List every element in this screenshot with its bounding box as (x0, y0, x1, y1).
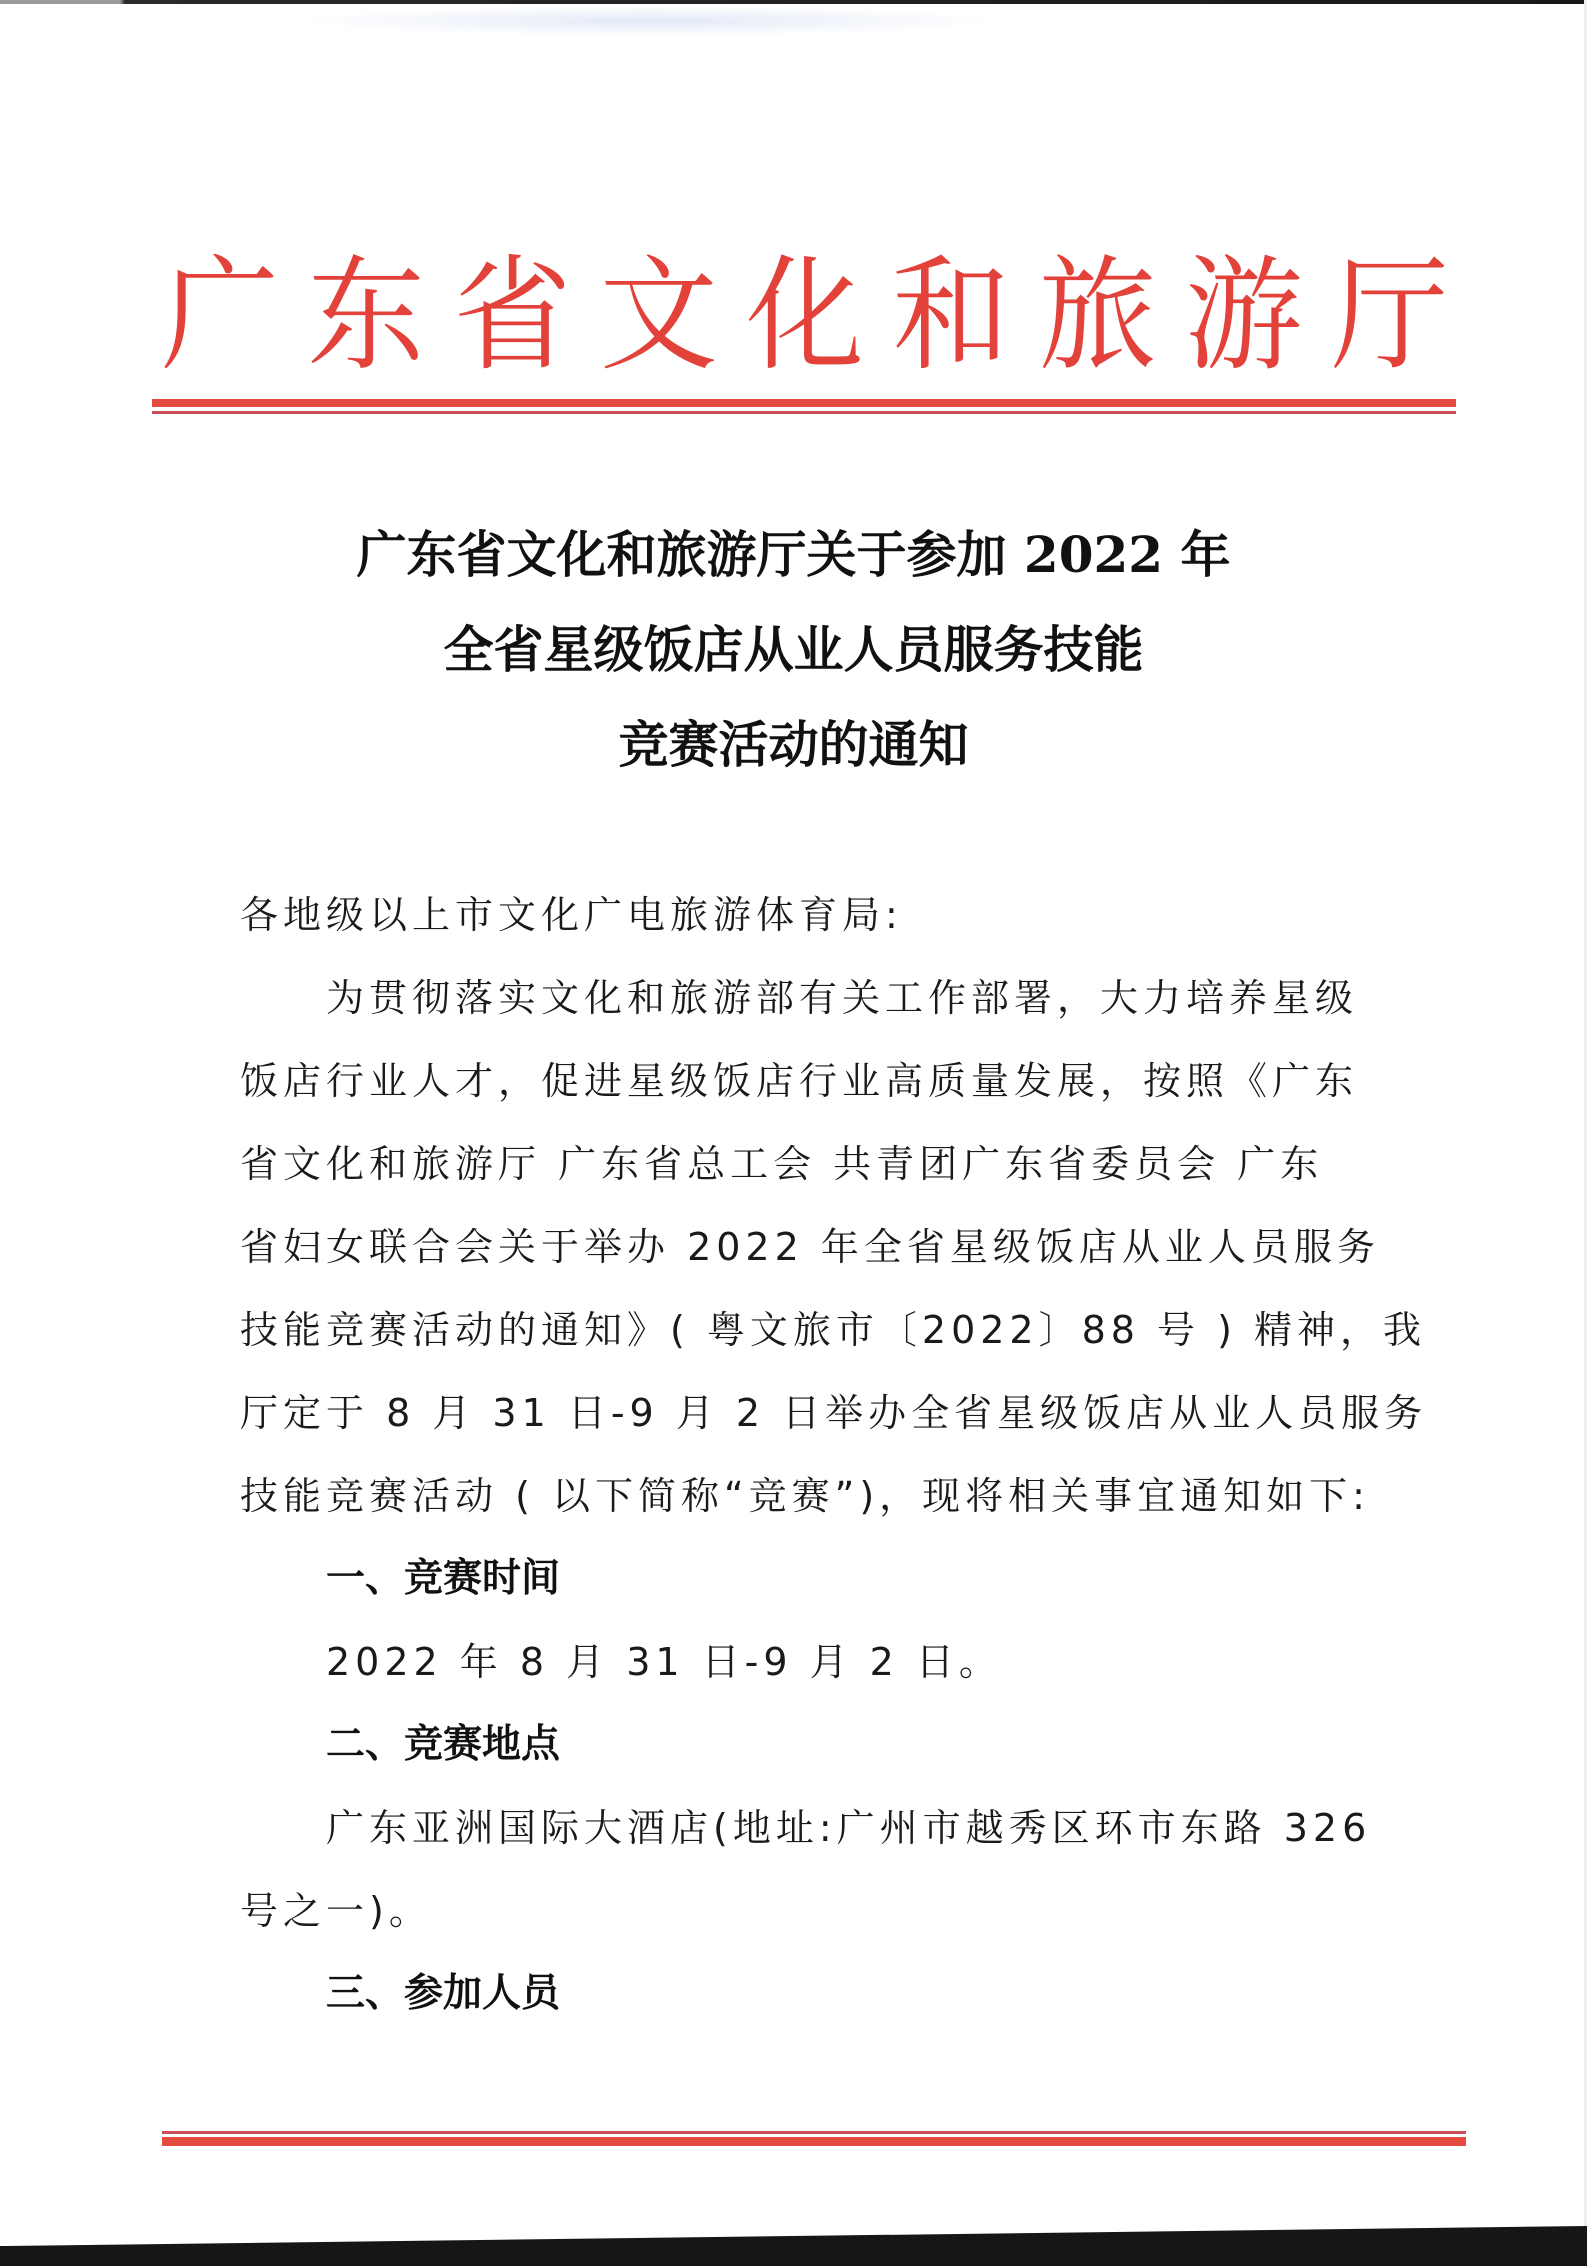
letterhead-rule-thick (152, 399, 1456, 407)
letterhead-issuer (150, 242, 1460, 388)
letterhead-char: 厅 (1330, 242, 1449, 388)
document-title-line-1: 广东省文化和旅游厅关于参加 2022 年 (356, 525, 1231, 584)
letterhead-char: 和 (892, 242, 1011, 388)
scan-edge-top (0, 0, 1587, 4)
scan-edge-bottom (0, 2226, 1587, 2266)
section-text-time: 2022 年 8 月 31 日-9 月 2 日。 (326, 1640, 1002, 1684)
salutation: 各地级以上市文化广电旅游体育局: (240, 893, 903, 937)
scan-shadow (300, 6, 1000, 36)
section-text-location: 广东亚洲国际大酒店(地址:广州市越秀区环市东路 326 (326, 1806, 1372, 1850)
letterhead-char: 省 (453, 242, 572, 388)
letterhead-char: 旅 (1038, 242, 1157, 388)
paragraph-line: 省妇女联合会关于举办 2022 年全省星级饭店从业人员服务 (240, 1225, 1380, 1269)
letterhead-char: 广 (160, 242, 279, 388)
document-title-line-2: 全省星级饭店从业人员服务技能 (443, 620, 1144, 679)
document-title-line-3: 竞赛活动的通知 (618, 715, 969, 774)
paragraph-line: 技能竞赛活动的通知》( 粤文旅市〔2022〕88 号 ) 精神，我 (240, 1308, 1427, 1352)
section-heading-location: 二、竞赛地点 (326, 1722, 561, 1767)
paragraph-line: 技能竞赛活动 ( 以下简称“竞赛”)，现将相关事宜通知如下: (240, 1474, 1370, 1518)
section-heading-time: 一、竞赛时间 (326, 1556, 561, 1601)
letterhead-char: 化 (745, 242, 864, 388)
paragraph-line: 省文化和旅游厅 广东省总工会 共青团广东省委员会 广东 (240, 1142, 1324, 1186)
letterhead-char: 文 (599, 242, 718, 388)
letterhead-char: 东 (307, 242, 426, 388)
letterhead-char: 游 (1184, 242, 1303, 388)
footer-rule-thick (162, 2137, 1466, 2146)
footer-rule-thin (162, 2131, 1466, 2134)
section-text-location: 号之一)。 (240, 1889, 432, 1933)
paragraph-line: 为贯彻落实文化和旅游部有关工作部署，大力培养星级 (326, 976, 1359, 1020)
letterhead-rule-thin (152, 411, 1456, 414)
section-heading-participants: 三、参加人员 (326, 1971, 561, 2016)
paragraph-line: 饭店行业人才，促进星级饭店行业高质量发展，按照《广东 (240, 1059, 1359, 1103)
paragraph-line: 厅定于 8 月 31 日-9 月 2 日举办全省星级饭店从业人员服务 (240, 1391, 1428, 1435)
